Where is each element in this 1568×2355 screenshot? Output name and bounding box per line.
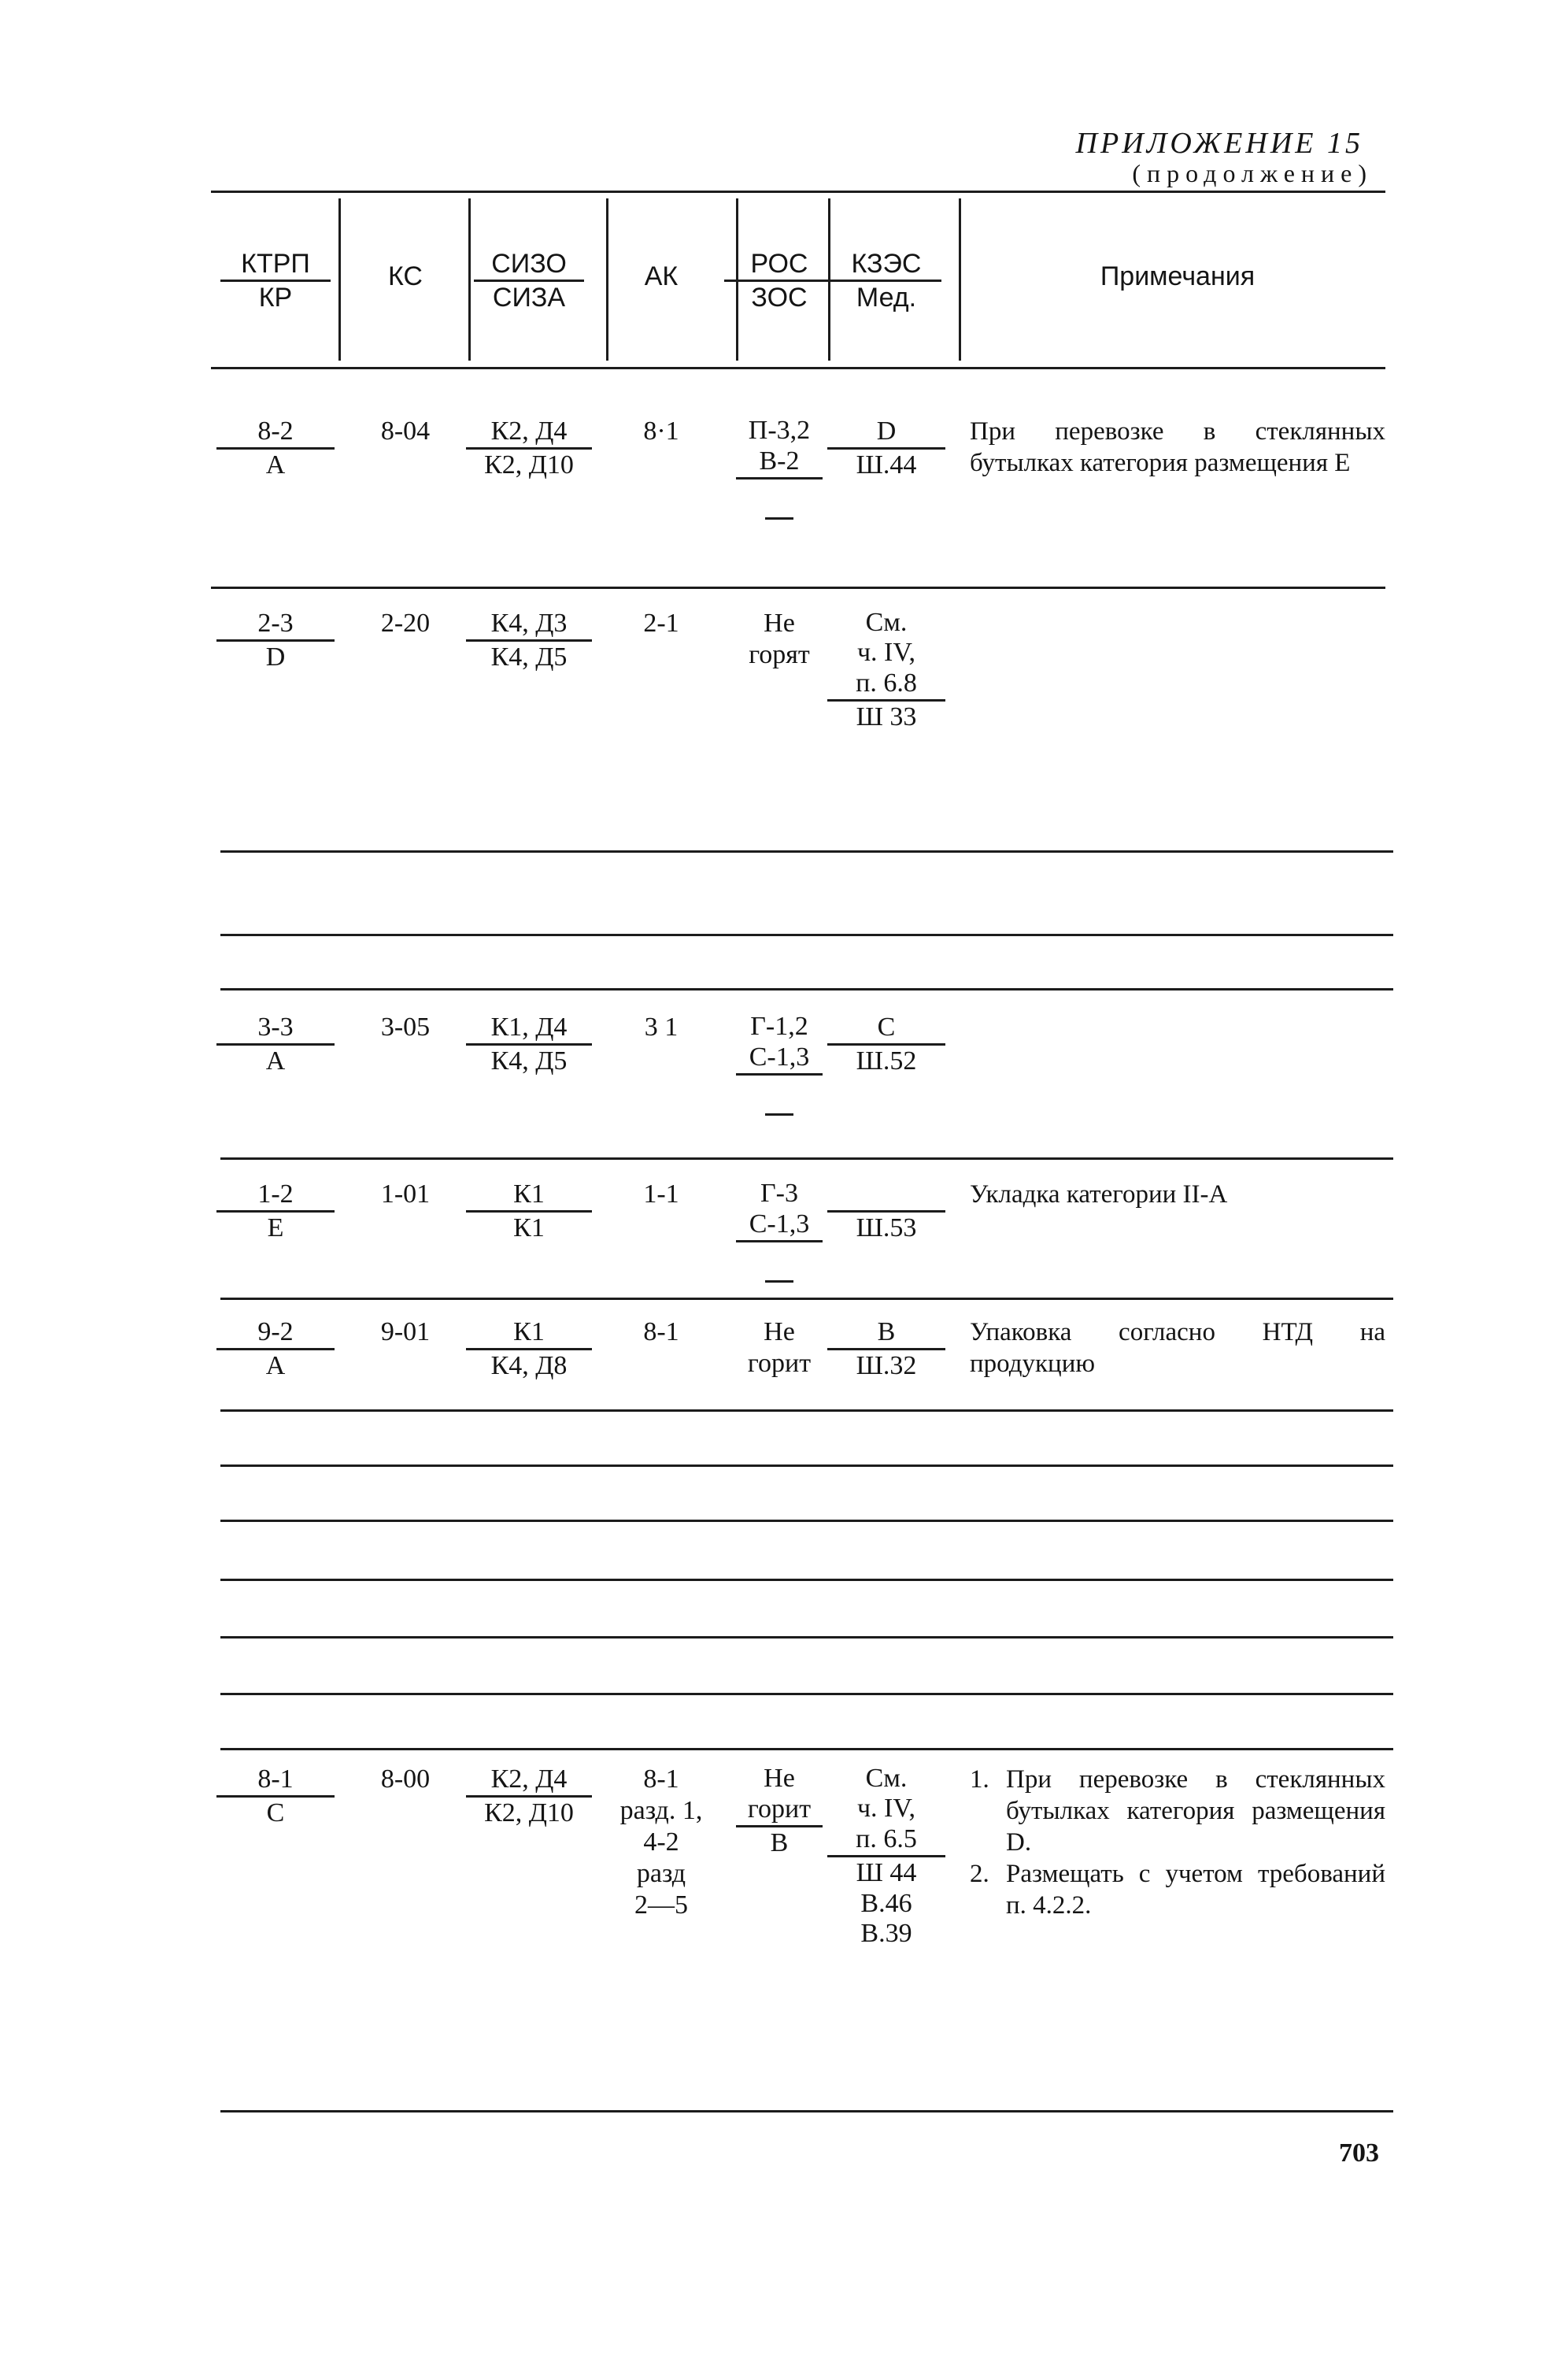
appendix-subtitle: (продолжение) xyxy=(1132,159,1373,187)
cell-notes xyxy=(970,1179,1385,1210)
note-item xyxy=(970,1858,1385,1921)
column-header-sizo xyxy=(470,248,588,313)
cell-ros-zos-line: Не xyxy=(764,609,795,638)
cell-kzes-med-post: В.39 xyxy=(860,1919,912,1948)
cell-ros-zos-line: горит xyxy=(747,1349,812,1378)
table-rule xyxy=(220,1748,1393,1750)
cell-ros-zos-numerator: В-2 xyxy=(759,446,800,476)
cell-ktrp-kr-denominator: А xyxy=(265,450,286,480)
cell-ros-zos-denominator: В xyxy=(770,1828,789,1857)
cell-ros-zos xyxy=(724,1179,834,1283)
cell-kzes-med-numerator: п. 6.5 xyxy=(856,1824,917,1853)
cell-sizo-siza-numerator: К2, Д4 xyxy=(490,1764,568,1794)
cell-ks: 1-01 xyxy=(380,1179,431,1209)
cell-ktrp-kr-numerator: 1-2 xyxy=(257,1179,294,1209)
table-rule xyxy=(220,1409,1393,1412)
cell-ktrp-kr-numerator: 8-1 xyxy=(257,1764,294,1794)
cell-notes xyxy=(970,1764,1385,1921)
cell-sizo-siza xyxy=(462,1179,596,1244)
cell-sizo-siza-numerator: К1 xyxy=(513,1317,545,1346)
cell-ktrp-kr-numerator: 3-3 xyxy=(257,1013,294,1042)
cell-kzes-med xyxy=(819,1316,953,1382)
column-header-numerator: РОС xyxy=(750,249,808,279)
cell-kzes-med-post: В.46 xyxy=(860,1889,912,1918)
cell-ros-zos-numerator: С-1,3 xyxy=(749,1042,810,1072)
cell-kzes-med xyxy=(819,1179,953,1244)
cell-sizo-siza xyxy=(462,1764,596,1829)
cell-ktrp-kr-numerator: 9-2 xyxy=(257,1317,294,1346)
cell-kzes-med xyxy=(819,608,953,733)
cell-ros-zos xyxy=(724,1764,834,1859)
cell-kzes-med-numerator: В xyxy=(877,1317,896,1346)
cell-ak: 2-1 xyxy=(643,609,679,638)
cell-ktrp-kr xyxy=(216,1012,335,1077)
dash-mark xyxy=(765,1113,793,1116)
cell-kzes-med-denominator: Ш.53 xyxy=(856,1213,917,1242)
cell-ks: 2-20 xyxy=(380,609,431,638)
cell-ak: 8-1 xyxy=(643,1317,679,1346)
column-divider xyxy=(959,198,961,361)
cell-ks: 8-04 xyxy=(380,417,431,446)
cell-ak-line: разд. 1, xyxy=(619,1796,703,1825)
cell-ktrp-kr-denominator: А xyxy=(265,1351,286,1380)
cell-sizo-siza-denominator: К4, Д5 xyxy=(490,642,568,672)
column-header-ros xyxy=(720,248,838,313)
dash-mark xyxy=(765,1280,793,1283)
cell-ros-zos-numerator: С-1,3 xyxy=(749,1209,810,1239)
cell-sizo-siza-denominator: К2, Д10 xyxy=(484,1798,574,1827)
column-header-numerator: КТРП xyxy=(241,249,310,279)
cell-ros-zos-numerator: горит xyxy=(747,1794,812,1824)
table-rule xyxy=(211,587,1385,589)
note-text: Размещать с учетом требований п. 4.2.2. xyxy=(1006,1860,1385,1920)
cell-ros-zos-pre: Г-3 xyxy=(760,1179,798,1208)
cell-ktrp-kr xyxy=(216,1179,335,1244)
cell-kzes-med-numerator: D xyxy=(876,417,897,446)
cell-kzes-med-denominator: Ш 44 xyxy=(856,1858,917,1887)
cell-ktrp-kr-numerator: 8-2 xyxy=(257,417,294,446)
cell-ak xyxy=(602,1764,720,1921)
cell-sizo-siza-numerator: К2, Д4 xyxy=(490,417,568,446)
cell-sizo-siza-numerator: К4, Д3 xyxy=(490,609,568,638)
table-rule xyxy=(220,1464,1393,1467)
cell-sizo-siza-denominator: К4, Д8 xyxy=(490,1351,568,1380)
cell-ks: 9-01 xyxy=(380,1317,431,1346)
cell-kzes-med-numerator xyxy=(819,1179,953,1210)
cell-kzes-med xyxy=(819,416,953,481)
cell-ros-zos-denominator xyxy=(724,480,834,511)
cell-kzes-med-numerator: п. 6.8 xyxy=(856,668,917,698)
column-header-numerator: КЗЭС xyxy=(851,249,922,279)
page-number: 703 xyxy=(1339,2138,1379,2168)
cell-sizo-siza-numerator: К1 xyxy=(513,1179,545,1209)
cell-ktrp-kr-numerator: 2-3 xyxy=(257,609,294,638)
note-item xyxy=(970,416,1385,479)
cell-kzes-med-denominator: Ш.52 xyxy=(856,1046,917,1076)
cell-kzes-med xyxy=(819,1012,953,1077)
cell-kzes-med-pre: См. xyxy=(865,1764,908,1793)
cell-sizo-siza xyxy=(462,416,596,481)
table-rule xyxy=(211,367,1385,369)
cell-sizo-siza-denominator: К2, Д10 xyxy=(484,450,574,480)
cell-ros-zos-denominator xyxy=(724,1242,834,1274)
cell-kzes-med-pre: ч. IV, xyxy=(856,638,916,667)
cell-sizo-siza-denominator: К1 xyxy=(513,1213,545,1242)
column-divider xyxy=(338,198,341,361)
cell-ros-zos xyxy=(724,1012,834,1116)
column-header-denominator: КР xyxy=(258,283,293,313)
table-rule xyxy=(220,850,1393,853)
cell-ktrp-kr-denominator: D xyxy=(265,642,286,672)
cell-ak-line: 2—5 xyxy=(634,1890,688,1920)
cell-kzes-med-pre: См. xyxy=(865,608,908,637)
column-header-notes: Примечания xyxy=(1100,261,1256,291)
cell-ak: 3 1 xyxy=(644,1013,679,1042)
table-rule xyxy=(220,1693,1393,1695)
cell-ros-zos xyxy=(724,1316,834,1379)
note-text: Укладка категории II-А xyxy=(970,1180,1228,1209)
note-text: При перевозке в стеклянных бутылках категория размещения D. xyxy=(1006,1765,1385,1857)
cell-sizo-siza-numerator: К1, Д4 xyxy=(490,1013,568,1042)
cell-ks: 3-05 xyxy=(380,1013,431,1042)
note-item xyxy=(970,1316,1385,1379)
table-rule xyxy=(220,1579,1393,1581)
cell-ros-zos xyxy=(724,608,834,671)
cell-ak: 8·1 xyxy=(643,417,679,446)
cell-ros-zos-pre: Г-1,2 xyxy=(750,1012,808,1041)
cell-ros-zos-line: горят xyxy=(749,640,810,669)
cell-kzes-med xyxy=(819,1764,953,1949)
cell-ros-zos-denominator xyxy=(724,1076,834,1107)
table-rule xyxy=(220,1520,1393,1522)
cell-notes xyxy=(970,1316,1385,1379)
cell-ak-line: разд xyxy=(636,1859,686,1888)
note-text: При перевозке в стеклянных бутылках категория размещения Е xyxy=(970,417,1385,477)
note-item xyxy=(970,1764,1385,1858)
cell-ktrp-kr-denominator: А xyxy=(265,1046,286,1076)
column-header-ktrp xyxy=(216,248,335,313)
cell-ktrp-kr xyxy=(216,1764,335,1829)
cell-notes xyxy=(970,416,1385,479)
table-rule xyxy=(220,1157,1393,1160)
cell-ktrp-kr xyxy=(216,608,335,673)
cell-ros-zos-pre: Не xyxy=(764,1764,795,1793)
cell-ktrp-kr-denominator: Е xyxy=(267,1213,284,1242)
table-rule xyxy=(220,1298,1393,1300)
table-rule xyxy=(220,2110,1393,2112)
table-rule xyxy=(211,191,1385,193)
cell-kzes-med-denominator: Ш 33 xyxy=(856,702,917,731)
note-number: 2. xyxy=(970,1860,989,1888)
column-header-denominator: Мед. xyxy=(856,283,917,313)
cell-ak-line: 4-2 xyxy=(643,1827,679,1857)
table-rule xyxy=(220,934,1393,936)
note-number: 1. xyxy=(970,1765,989,1794)
cell-sizo-siza xyxy=(462,1012,596,1077)
column-header-ak: АК xyxy=(644,261,679,291)
cell-ktrp-kr xyxy=(216,1316,335,1382)
note-item xyxy=(970,1179,1385,1210)
note-text: Упаковка согласно НТД на продукцию xyxy=(970,1318,1385,1378)
cell-ktrp-kr xyxy=(216,416,335,481)
cell-sizo-siza-denominator: К4, Д5 xyxy=(490,1046,568,1076)
table-rule xyxy=(220,988,1393,991)
cell-ros-zos-line: Не xyxy=(764,1317,795,1346)
column-header-denominator: СИЗА xyxy=(492,283,566,313)
column-header-denominator: ЗОС xyxy=(751,283,808,313)
cell-ak-line: 8-1 xyxy=(643,1764,679,1794)
cell-ak: 1-1 xyxy=(643,1179,679,1209)
cell-kzes-med-numerator: С xyxy=(877,1013,896,1042)
cell-sizo-siza xyxy=(462,608,596,673)
table-rule xyxy=(220,1636,1393,1639)
cell-kzes-med-denominator: Ш.32 xyxy=(856,1351,917,1380)
cell-ks: 8-00 xyxy=(380,1764,431,1794)
appendix-title: ПРИЛОЖЕНИЕ 15 xyxy=(1075,127,1363,160)
column-header-kzes xyxy=(827,248,945,313)
cell-ktrp-kr-denominator: С xyxy=(266,1798,285,1827)
cell-ros-zos xyxy=(724,416,834,520)
cell-ros-zos-pre: П-3,2 xyxy=(748,416,811,445)
cell-kzes-med-denominator: Ш.44 xyxy=(856,450,917,480)
dash-mark xyxy=(765,517,793,520)
cell-sizo-siza xyxy=(462,1316,596,1382)
column-header-ks: КС xyxy=(388,261,423,291)
column-header-numerator: СИЗО xyxy=(491,249,567,279)
cell-kzes-med-pre: ч. IV, xyxy=(856,1794,916,1823)
